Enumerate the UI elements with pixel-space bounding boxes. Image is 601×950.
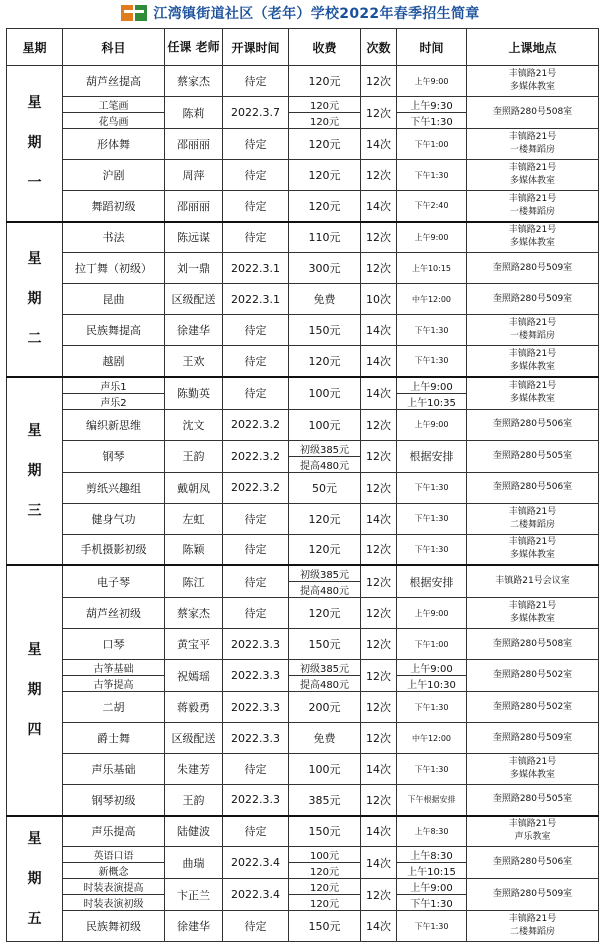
time-cell: 根据安排 bbox=[397, 565, 467, 598]
fee-cell: 免费 bbox=[289, 284, 361, 315]
time-cell: 下午1:30 bbox=[397, 160, 467, 191]
time-cell: 上午9:00 下午1:30 bbox=[397, 879, 467, 911]
location-cell: 奎照路280号506室 bbox=[467, 472, 599, 503]
subject-cell: 工笔画 花鸟画 bbox=[63, 97, 165, 129]
start-date-cell: 待定 bbox=[223, 129, 289, 160]
start-date-cell: 待定 bbox=[223, 911, 289, 942]
table-row bbox=[7, 440, 599, 472]
weekday-label: 星 期 二 bbox=[7, 222, 63, 377]
page-title bbox=[0, 0, 601, 26]
start-date-cell: 待定 bbox=[223, 346, 289, 377]
time-cell: 下午1:30 bbox=[397, 534, 467, 565]
time-cell: 上午9:00 上午10:30 bbox=[397, 660, 467, 692]
start-date-cell: 待定 bbox=[223, 160, 289, 191]
count-cell: 12次 bbox=[361, 66, 397, 97]
start-date-cell: 2022.3.7 bbox=[223, 97, 289, 129]
location-cell: 奎照路280号509室 bbox=[467, 723, 599, 754]
table-row bbox=[7, 534, 599, 565]
schedule-table bbox=[6, 28, 599, 942]
time-cell: 下午2:40 bbox=[397, 191, 467, 222]
location-cell: 奎照路280号509室 bbox=[467, 879, 599, 911]
count-cell: 12次 bbox=[361, 534, 397, 565]
start-date-cell: 2022.3.2 bbox=[223, 409, 289, 440]
location-cell: 丰镇路21号 多媒体教室 bbox=[467, 222, 599, 253]
header-subject: 科目 bbox=[63, 29, 165, 66]
count-cell: 12次 bbox=[361, 598, 397, 629]
subject-cell: 民族舞提高 bbox=[63, 315, 165, 346]
subject-cell: 健身气功 bbox=[63, 503, 165, 534]
fee-cell: 50元 bbox=[289, 472, 361, 503]
time-cell: 上午8:30 bbox=[397, 816, 467, 847]
count-cell: 12次 bbox=[361, 253, 397, 284]
location-cell: 丰镇路21号 声乐教室 bbox=[467, 816, 599, 847]
teacher-cell: 邵丽丽 bbox=[165, 191, 223, 222]
fee-cell: 120元 bbox=[289, 534, 361, 565]
teacher-cell: 蔡家杰 bbox=[165, 66, 223, 97]
school-logo-icon bbox=[121, 4, 147, 22]
fee-cell: 100元 bbox=[289, 377, 361, 410]
subject-cell: 古筝基础 古筝提高 bbox=[63, 660, 165, 692]
header-time: 时间 bbox=[397, 29, 467, 66]
teacher-cell: 邵丽丽 bbox=[165, 129, 223, 160]
count-cell: 12次 bbox=[361, 565, 397, 598]
table-row bbox=[7, 565, 599, 598]
subject-cell: 拉丁舞（初级） bbox=[63, 253, 165, 284]
start-date-cell: 2022.3.3 bbox=[223, 723, 289, 754]
subject-cell: 二胡 bbox=[63, 692, 165, 723]
time-cell: 下午1:30 bbox=[397, 315, 467, 346]
table-row bbox=[7, 911, 599, 942]
subject-cell: 民族舞初级 bbox=[63, 911, 165, 942]
table-row bbox=[7, 754, 599, 785]
table-row bbox=[7, 472, 599, 503]
table-row bbox=[7, 377, 599, 410]
count-cell: 14次 bbox=[361, 377, 397, 410]
teacher-cell: 戴朝凤 bbox=[165, 472, 223, 503]
fee-cell: 150元 bbox=[289, 629, 361, 660]
table-row bbox=[7, 503, 599, 534]
header-count: 次数 bbox=[361, 29, 397, 66]
time-cell: 下午1:30 bbox=[397, 472, 467, 503]
fee-cell: 120元 120元 bbox=[289, 97, 361, 129]
header-location: 上课地点 bbox=[467, 29, 599, 66]
teacher-cell: 周萍 bbox=[165, 160, 223, 191]
subject-cell: 手机摄影初级 bbox=[63, 534, 165, 565]
start-date-cell: 待定 bbox=[223, 816, 289, 847]
subject-cell: 沪剧 bbox=[63, 160, 165, 191]
title-text: 江湾镇街道社区（老年）学校2022年春季招生简章 bbox=[153, 6, 480, 22]
count-cell: 12次 bbox=[361, 785, 397, 816]
table-row bbox=[7, 129, 599, 160]
header-weekday: 星期 bbox=[7, 29, 63, 66]
teacher-cell: 刘一鼎 bbox=[165, 253, 223, 284]
location-cell: 丰镇路21号 多媒体教室 bbox=[467, 534, 599, 565]
fee-cell: 初级385元 提高480元 bbox=[289, 660, 361, 692]
fee-cell: 120元 bbox=[289, 66, 361, 97]
table-row bbox=[7, 315, 599, 346]
teacher-cell: 区级配送 bbox=[165, 284, 223, 315]
table-row bbox=[7, 253, 599, 284]
count-cell: 14次 bbox=[361, 911, 397, 942]
location-cell: 奎照路280号506室 bbox=[467, 847, 599, 879]
subject-cell: 声乐1 声乐2 bbox=[63, 377, 165, 410]
time-cell: 下午1:30 bbox=[397, 503, 467, 534]
subject-cell: 钢琴初级 bbox=[63, 785, 165, 816]
weekday-label: 星 期 五 bbox=[7, 816, 63, 942]
teacher-cell: 黄宝平 bbox=[165, 629, 223, 660]
time-cell: 下午1:30 bbox=[397, 692, 467, 723]
count-cell: 14次 bbox=[361, 816, 397, 847]
count-cell: 12次 bbox=[361, 440, 397, 472]
table-row bbox=[7, 785, 599, 816]
teacher-cell: 朱建芳 bbox=[165, 754, 223, 785]
table-row bbox=[7, 97, 599, 129]
table-row bbox=[7, 847, 599, 879]
teacher-cell: 蔡家杰 bbox=[165, 598, 223, 629]
time-cell: 上午9:00 bbox=[397, 66, 467, 97]
teacher-cell: 陈莉 bbox=[165, 97, 223, 129]
table-row bbox=[7, 160, 599, 191]
count-cell: 14次 bbox=[361, 503, 397, 534]
location-cell: 奎照路280号502室 bbox=[467, 660, 599, 692]
fee-cell: 初级385元 提高480元 bbox=[289, 440, 361, 472]
fee-cell: 100元 bbox=[289, 754, 361, 785]
table-row bbox=[7, 816, 599, 847]
header-fee: 收费 bbox=[289, 29, 361, 66]
location-cell: 奎照路280号509室 bbox=[467, 284, 599, 315]
table-row bbox=[7, 409, 599, 440]
subject-cell: 英语口语 新概念 bbox=[63, 847, 165, 879]
start-date-cell: 2022.3.3 bbox=[223, 660, 289, 692]
fee-cell: 110元 bbox=[289, 222, 361, 253]
location-cell: 丰镇路21号 一楼舞蹈房 bbox=[467, 315, 599, 346]
header-teacher: 任课 老师 bbox=[165, 29, 223, 66]
location-cell: 丰镇路21号 一楼舞蹈房 bbox=[467, 129, 599, 160]
fee-cell: 150元 bbox=[289, 911, 361, 942]
count-cell: 14次 bbox=[361, 847, 397, 879]
subject-cell: 越剧 bbox=[63, 346, 165, 377]
subject-cell: 剪纸兴趣组 bbox=[63, 472, 165, 503]
fee-cell: 300元 bbox=[289, 253, 361, 284]
count-cell: 14次 bbox=[361, 129, 397, 160]
header-start: 开课时间 bbox=[223, 29, 289, 66]
time-cell: 上午8:30 上午10:15 bbox=[397, 847, 467, 879]
teacher-cell: 陆健波 bbox=[165, 816, 223, 847]
fee-cell: 120元 120元 bbox=[289, 879, 361, 911]
fee-cell: 120元 bbox=[289, 346, 361, 377]
table-row bbox=[7, 222, 599, 253]
table-row bbox=[7, 346, 599, 377]
teacher-cell: 王韵 bbox=[165, 785, 223, 816]
fee-cell: 免费 bbox=[289, 723, 361, 754]
subject-cell: 口琴 bbox=[63, 629, 165, 660]
teacher-cell: 沈文 bbox=[165, 409, 223, 440]
location-cell: 丰镇路21号 二楼舞蹈房 bbox=[467, 911, 599, 942]
location-cell: 丰镇路21号 多媒体教室 bbox=[467, 160, 599, 191]
table-row bbox=[7, 191, 599, 222]
teacher-cell: 陈远谋 bbox=[165, 222, 223, 253]
time-cell: 下午1:00 bbox=[397, 629, 467, 660]
count-cell: 12次 bbox=[361, 723, 397, 754]
count-cell: 12次 bbox=[361, 222, 397, 253]
location-cell: 丰镇路21号 多媒体教室 bbox=[467, 346, 599, 377]
header-row bbox=[7, 29, 599, 66]
teacher-cell: 卞正兰 bbox=[165, 879, 223, 911]
time-cell: 上午9:30 下午1:30 bbox=[397, 97, 467, 129]
fee-cell: 150元 bbox=[289, 816, 361, 847]
subject-cell: 葫芦丝提高 bbox=[63, 66, 165, 97]
start-date-cell: 2022.3.1 bbox=[223, 253, 289, 284]
start-date-cell: 2022.3.3 bbox=[223, 629, 289, 660]
teacher-cell: 王韵 bbox=[165, 440, 223, 472]
time-cell: 上午10:15 bbox=[397, 253, 467, 284]
time-cell: 中午12:00 bbox=[397, 723, 467, 754]
location-cell: 丰镇路21号 多媒体教室 bbox=[467, 66, 599, 97]
table-row bbox=[7, 660, 599, 692]
weekday-label: 星 期 三 bbox=[7, 377, 63, 566]
table-row bbox=[7, 66, 599, 97]
teacher-cell: 陈勤英 bbox=[165, 377, 223, 410]
subject-cell: 形体舞 bbox=[63, 129, 165, 160]
start-date-cell: 2022.3.1 bbox=[223, 284, 289, 315]
count-cell: 12次 bbox=[361, 660, 397, 692]
fee-cell: 100元 bbox=[289, 409, 361, 440]
teacher-cell: 区级配送 bbox=[165, 723, 223, 754]
start-date-cell: 待定 bbox=[223, 191, 289, 222]
location-cell: 奎照路280号502室 bbox=[467, 692, 599, 723]
location-cell: 丰镇路21号会议室 bbox=[467, 565, 599, 598]
count-cell: 12次 bbox=[361, 692, 397, 723]
count-cell: 10次 bbox=[361, 284, 397, 315]
start-date-cell: 2022.3.3 bbox=[223, 692, 289, 723]
start-date-cell: 2022.3.2 bbox=[223, 440, 289, 472]
subject-cell: 编织新思维 bbox=[63, 409, 165, 440]
fee-cell: 120元 bbox=[289, 129, 361, 160]
count-cell: 12次 bbox=[361, 472, 397, 503]
subject-cell: 钢琴 bbox=[63, 440, 165, 472]
start-date-cell: 2022.3.3 bbox=[223, 785, 289, 816]
start-date-cell: 2022.3.2 bbox=[223, 472, 289, 503]
time-cell: 下午1:30 bbox=[397, 346, 467, 377]
count-cell: 14次 bbox=[361, 191, 397, 222]
weekday-label: 星 期 四 bbox=[7, 565, 63, 816]
table-row bbox=[7, 598, 599, 629]
fee-cell: 120元 bbox=[289, 160, 361, 191]
subject-cell: 声乐提高 bbox=[63, 816, 165, 847]
teacher-cell: 陈江 bbox=[165, 565, 223, 598]
fee-cell: 120元 bbox=[289, 598, 361, 629]
location-cell: 奎照路280号506室 bbox=[467, 409, 599, 440]
time-cell: 下午1:30 bbox=[397, 754, 467, 785]
location-cell: 丰镇路21号 二楼舞蹈房 bbox=[467, 503, 599, 534]
count-cell: 14次 bbox=[361, 346, 397, 377]
fee-cell: 100元 120元 bbox=[289, 847, 361, 879]
location-cell: 丰镇路21号 多媒体教室 bbox=[467, 754, 599, 785]
fee-cell: 120元 bbox=[289, 191, 361, 222]
count-cell: 12次 bbox=[361, 629, 397, 660]
location-cell: 奎照路280号508室 bbox=[467, 97, 599, 129]
count-cell: 14次 bbox=[361, 754, 397, 785]
table-row bbox=[7, 723, 599, 754]
fee-cell: 120元 bbox=[289, 503, 361, 534]
teacher-cell: 曲瑞 bbox=[165, 847, 223, 879]
subject-cell: 书法 bbox=[63, 222, 165, 253]
time-cell: 上午9:00 bbox=[397, 598, 467, 629]
table-row bbox=[7, 629, 599, 660]
start-date-cell: 待定 bbox=[223, 222, 289, 253]
teacher-cell: 祝嫣瑶 bbox=[165, 660, 223, 692]
count-cell: 12次 bbox=[361, 97, 397, 129]
location-cell: 丰镇路21号 一楼舞蹈房 bbox=[467, 191, 599, 222]
teacher-cell: 蒋毅勇 bbox=[165, 692, 223, 723]
location-cell: 奎照路280号505室 bbox=[467, 785, 599, 816]
fee-cell: 385元 bbox=[289, 785, 361, 816]
fee-cell: 150元 bbox=[289, 315, 361, 346]
subject-cell: 时装表演提高 时装表演初级 bbox=[63, 879, 165, 911]
location-cell: 丰镇路21号 多媒体教室 bbox=[467, 377, 599, 410]
fee-cell: 200元 bbox=[289, 692, 361, 723]
time-cell: 下午根据安排 bbox=[397, 785, 467, 816]
time-cell: 上午9:00 bbox=[397, 409, 467, 440]
teacher-cell: 陈颖 bbox=[165, 534, 223, 565]
start-date-cell: 2022.3.4 bbox=[223, 879, 289, 911]
time-cell: 根据安排 bbox=[397, 440, 467, 472]
table-row bbox=[7, 284, 599, 315]
time-cell: 上午9:00 上午10:35 bbox=[397, 377, 467, 410]
fee-cell: 初级385元 提高480元 bbox=[289, 565, 361, 598]
subject-cell: 葫芦丝初级 bbox=[63, 598, 165, 629]
subject-cell: 电子琴 bbox=[63, 565, 165, 598]
start-date-cell: 待定 bbox=[223, 534, 289, 565]
time-cell: 上午9:00 bbox=[397, 222, 467, 253]
start-date-cell: 待定 bbox=[223, 503, 289, 534]
teacher-cell: 徐建华 bbox=[165, 315, 223, 346]
time-cell: 下午1:30 bbox=[397, 911, 467, 942]
start-date-cell: 待定 bbox=[223, 315, 289, 346]
count-cell: 14次 bbox=[361, 315, 397, 346]
weekday-label: 星 期 一 bbox=[7, 66, 63, 222]
table-row bbox=[7, 879, 599, 911]
start-date-cell: 待定 bbox=[223, 377, 289, 410]
start-date-cell: 待定 bbox=[223, 565, 289, 598]
count-cell: 12次 bbox=[361, 160, 397, 191]
start-date-cell: 待定 bbox=[223, 598, 289, 629]
time-cell: 中午12:00 bbox=[397, 284, 467, 315]
subject-cell: 声乐基础 bbox=[63, 754, 165, 785]
teacher-cell: 徐建华 bbox=[165, 911, 223, 942]
start-date-cell: 待定 bbox=[223, 66, 289, 97]
time-cell: 下午1:00 bbox=[397, 129, 467, 160]
location-cell: 奎照路280号508室 bbox=[467, 629, 599, 660]
location-cell: 丰镇路21号 多媒体教室 bbox=[467, 598, 599, 629]
subject-cell: 昆曲 bbox=[63, 284, 165, 315]
count-cell: 12次 bbox=[361, 879, 397, 911]
start-date-cell: 待定 bbox=[223, 754, 289, 785]
start-date-cell: 2022.3.4 bbox=[223, 847, 289, 879]
subject-cell: 爵士舞 bbox=[63, 723, 165, 754]
teacher-cell: 王欢 bbox=[165, 346, 223, 377]
location-cell: 奎照路280号509室 bbox=[467, 253, 599, 284]
table-row bbox=[7, 692, 599, 723]
subject-cell: 舞蹈初级 bbox=[63, 191, 165, 222]
count-cell: 12次 bbox=[361, 409, 397, 440]
teacher-cell: 左虹 bbox=[165, 503, 223, 534]
location-cell: 奎照路280号505室 bbox=[467, 440, 599, 472]
